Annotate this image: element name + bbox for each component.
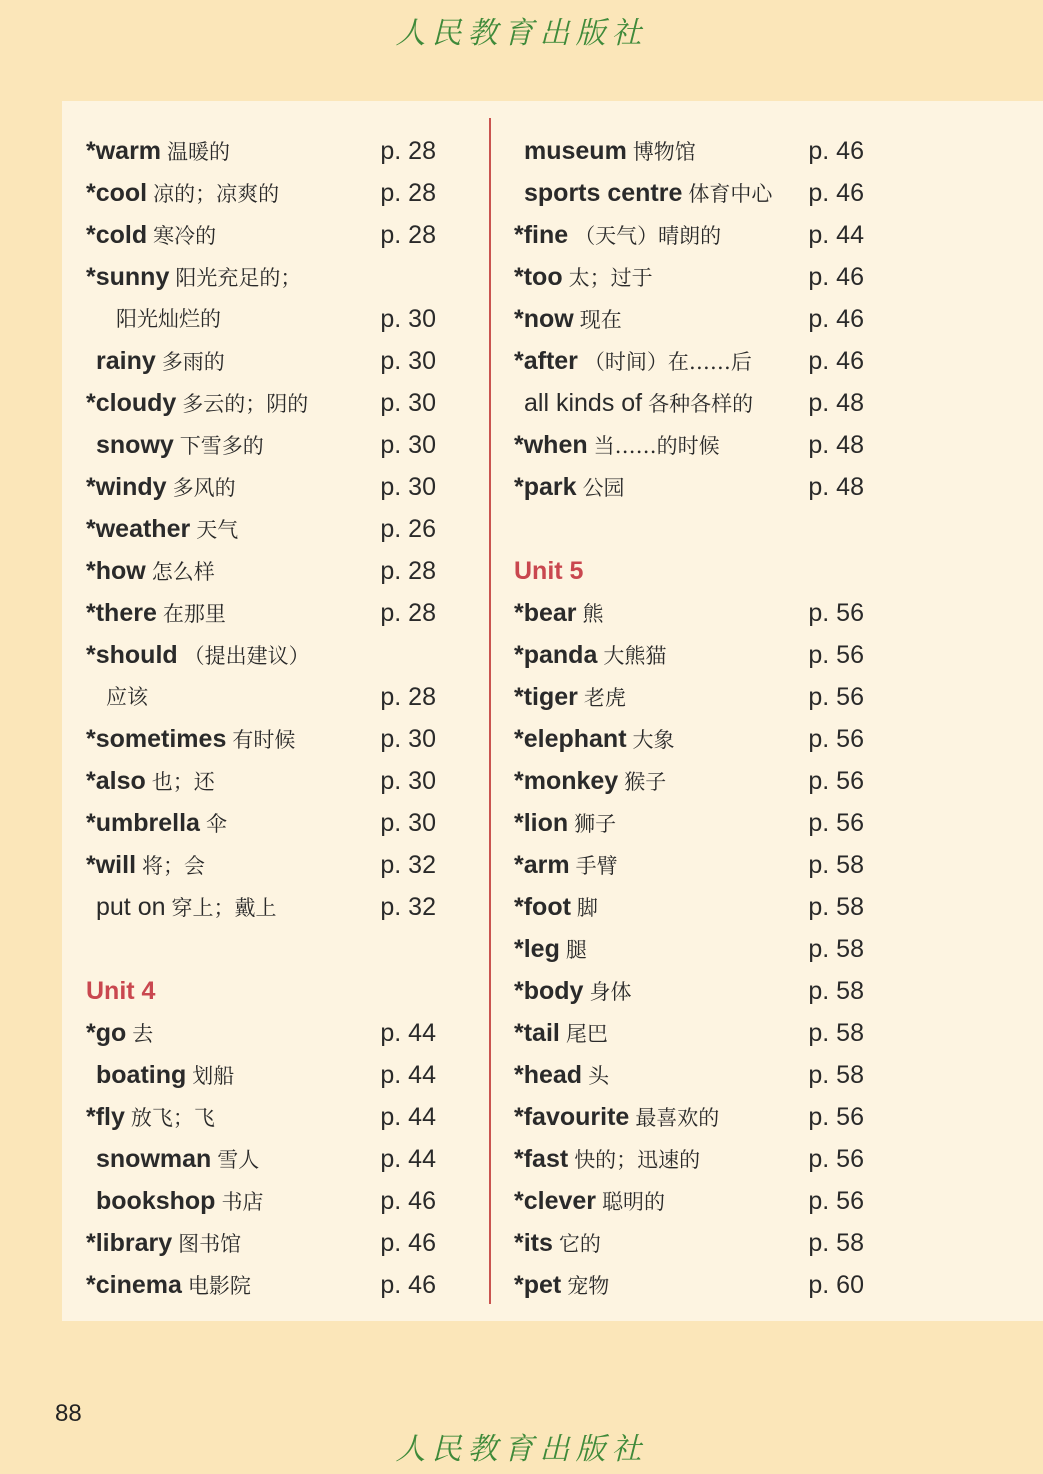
vocab-meaning: 电影院 xyxy=(187,1274,251,1298)
vocab-meaning: 将；会 xyxy=(142,854,206,878)
vocab-page-ref: p. 58 xyxy=(808,851,864,879)
vocab-word: snowy xyxy=(96,431,174,459)
vocab-entry xyxy=(514,1222,874,1264)
vocab-entry xyxy=(86,1180,446,1222)
vocab-entry xyxy=(514,634,874,676)
spacer xyxy=(514,508,874,550)
vocab-meaning: 脚 xyxy=(576,896,598,920)
vocab-page-ref: p. 58 xyxy=(808,935,864,963)
vocab-word: *leg xyxy=(514,935,560,963)
column-divider xyxy=(489,118,491,1304)
vocab-meaning: 宠物 xyxy=(567,1274,610,1298)
vocab-word: *will xyxy=(86,851,137,879)
vocab-page-ref: p. 26 xyxy=(380,515,436,543)
vocab-page-ref: p. 58 xyxy=(808,1019,864,1047)
vocab-meaning: 体育中心 xyxy=(688,182,773,206)
vocab-word: *go xyxy=(86,1019,127,1047)
vocab-word: *after xyxy=(514,347,578,375)
vocab-word: *monkey xyxy=(514,767,619,795)
vocab-word: *lion xyxy=(514,809,569,837)
vocab-meaning: 猴子 xyxy=(624,770,667,794)
vocab-word: *when xyxy=(514,431,588,459)
vocab-page-ref: p. 56 xyxy=(808,725,864,753)
vocab-word: *fly xyxy=(86,1103,125,1131)
vocab-entry xyxy=(514,214,874,256)
vocab-word: put on xyxy=(96,893,166,921)
unit-heading: Unit 5 xyxy=(514,557,584,585)
vocab-meaning: 多雨的 xyxy=(161,350,225,374)
vocab-meaning: 公园 xyxy=(582,476,625,500)
vocab-word: snowman xyxy=(96,1145,212,1173)
vocab-meaning: 大熊猫 xyxy=(603,644,667,668)
vocab-word: *how xyxy=(86,557,146,585)
vocab-meaning: 太；过于 xyxy=(568,266,653,290)
vocab-entry xyxy=(514,718,874,760)
vocab-meaning: 也；还 xyxy=(151,770,215,794)
vocab-word: *windy xyxy=(86,473,167,501)
vocab-page-ref: p. 44 xyxy=(380,1145,436,1173)
vocab-entry xyxy=(86,550,446,592)
publisher-logo-top: 人民教育出版社 xyxy=(395,16,648,51)
vocab-meaning: 怎么样 xyxy=(151,560,215,584)
vocabulary-column-left xyxy=(86,130,446,1306)
vocab-page-ref: p. 28 xyxy=(380,221,436,249)
vocab-entry xyxy=(514,844,874,886)
vocab-page-ref: p. 56 xyxy=(808,1103,864,1131)
vocab-word: *cool xyxy=(86,179,148,207)
vocab-page-ref: p. 56 xyxy=(808,1145,864,1173)
vocab-word: *bear xyxy=(514,599,577,627)
vocab-meaning: 大象 xyxy=(632,728,675,752)
vocab-meaning: 天气 xyxy=(196,518,239,542)
spacer xyxy=(86,928,446,970)
vocab-meaning: 最喜欢的 xyxy=(635,1106,720,1130)
vocab-entry xyxy=(86,130,446,172)
vocab-word: *foot xyxy=(514,893,571,921)
page-number: 88 xyxy=(55,1400,82,1427)
vocab-word: rainy xyxy=(96,347,156,375)
vocab-meaning: 多云的；阴的 xyxy=(182,392,309,416)
vocab-entry xyxy=(86,508,446,550)
vocab-meaning: 尾巴 xyxy=(565,1022,608,1046)
vocab-meaning: 聪明的 xyxy=(602,1190,666,1214)
vocab-page-ref: p. 46 xyxy=(380,1229,436,1257)
vocab-entry xyxy=(86,298,446,340)
vocab-entry xyxy=(86,256,446,298)
vocab-page-ref: p. 44 xyxy=(808,221,864,249)
vocab-entry xyxy=(86,1264,446,1306)
vocab-entry xyxy=(514,382,874,424)
vocab-entry xyxy=(86,634,446,676)
vocab-meaning: 下雪多的 xyxy=(179,434,264,458)
vocab-entry xyxy=(86,592,446,634)
vocab-entry xyxy=(514,466,874,508)
vocab-meaning: 手臂 xyxy=(575,854,618,878)
vocab-entry xyxy=(514,928,874,970)
vocab-entry xyxy=(514,1180,874,1222)
vocab-page-ref: p. 30 xyxy=(380,431,436,459)
vocab-entry xyxy=(514,340,874,382)
vocab-page-ref: p. 30 xyxy=(380,389,436,417)
vocab-word: *cold xyxy=(86,221,148,249)
vocab-word: *favourite xyxy=(514,1103,630,1131)
vocab-meaning: 博物馆 xyxy=(632,140,696,164)
vocab-meaning: 图书馆 xyxy=(178,1232,242,1256)
vocab-page-ref: p. 56 xyxy=(808,641,864,669)
vocab-entry xyxy=(514,970,874,1012)
vocab-entry xyxy=(514,172,874,214)
vocab-page-ref: p. 46 xyxy=(808,179,864,207)
vocab-page-ref: p. 30 xyxy=(380,305,436,333)
vocab-word: *fine xyxy=(514,221,569,249)
vocab-entry xyxy=(514,592,874,634)
unit-heading: Unit 4 xyxy=(86,977,156,1005)
vocab-meaning: 身体 xyxy=(589,980,632,1004)
vocab-page-ref: p. 46 xyxy=(808,305,864,333)
vocab-word: bookshop xyxy=(96,1187,216,1215)
vocab-page-ref: p. 56 xyxy=(808,683,864,711)
vocab-word: *sometimes xyxy=(86,725,227,753)
vocab-page-ref: p. 28 xyxy=(380,137,436,165)
vocab-page-ref: p. 30 xyxy=(380,725,436,753)
vocab-page-ref: p. 30 xyxy=(380,767,436,795)
vocab-word: all kinds of xyxy=(524,389,643,417)
vocab-entry xyxy=(86,1054,446,1096)
vocab-page-ref: p. 46 xyxy=(808,347,864,375)
vocab-meaning: 现在 xyxy=(579,308,622,332)
vocab-word: *elephant xyxy=(514,725,627,753)
vocab-entry xyxy=(514,256,874,298)
vocab-word: *pet xyxy=(514,1271,562,1299)
vocab-page-ref: p. 28 xyxy=(380,179,436,207)
vocab-meaning: （提出建议） xyxy=(183,644,310,668)
vocab-meaning: 腿 xyxy=(565,938,587,962)
vocab-word: *its xyxy=(514,1229,553,1257)
vocab-page-ref: p. 28 xyxy=(380,599,436,627)
vocab-meaning: 凉的；凉爽的 xyxy=(153,182,280,206)
vocab-entry xyxy=(514,424,874,466)
vocab-meaning: 阳光灿烂的 xyxy=(116,307,221,331)
vocab-entry xyxy=(514,298,874,340)
vocab-page-ref: p. 56 xyxy=(808,599,864,627)
vocab-word: *there xyxy=(86,599,157,627)
vocab-page-ref: p. 56 xyxy=(808,809,864,837)
vocabulary-column-right xyxy=(514,130,874,1306)
vocab-meaning: 在那里 xyxy=(162,602,226,626)
vocab-word: *panda xyxy=(514,641,598,669)
vocab-meaning: 雪人 xyxy=(217,1148,260,1172)
vocab-page-ref: p. 30 xyxy=(380,809,436,837)
vocab-entry xyxy=(514,130,874,172)
vocab-meaning: 去 xyxy=(132,1022,154,1046)
vocab-entry xyxy=(86,172,446,214)
vocab-word: *tiger xyxy=(514,683,578,711)
vocab-entry xyxy=(86,1222,446,1264)
vocab-word: *umbrella xyxy=(86,809,200,837)
vocab-meaning: 有时候 xyxy=(232,728,296,752)
vocab-word: museum xyxy=(524,137,627,165)
vocab-word: *now xyxy=(514,305,574,333)
vocab-word: *arm xyxy=(514,851,570,879)
vocab-entry xyxy=(514,1264,874,1306)
vocab-word: *too xyxy=(514,263,563,291)
vocab-entry xyxy=(86,1138,446,1180)
vocab-entry xyxy=(514,760,874,802)
vocab-page-ref: p. 46 xyxy=(380,1271,436,1299)
vocab-entry xyxy=(514,1096,874,1138)
vocab-entry xyxy=(86,718,446,760)
vocab-page-ref: p. 44 xyxy=(380,1061,436,1089)
vocab-word: *should xyxy=(86,641,178,669)
publisher-logo-bottom: 人民教育出版社 xyxy=(395,1432,648,1467)
vocab-page-ref: p. 60 xyxy=(808,1271,864,1299)
vocab-page-ref: p. 56 xyxy=(808,1187,864,1215)
vocab-page-ref: p. 30 xyxy=(380,347,436,375)
vocab-page-ref: p. 58 xyxy=(808,893,864,921)
vocab-word: *clever xyxy=(514,1187,597,1215)
vocab-page-ref: p. 44 xyxy=(380,1103,436,1131)
vocab-entry xyxy=(86,844,446,886)
vocab-entry xyxy=(86,1012,446,1054)
vocab-meaning: 阳光充足的； xyxy=(175,266,302,290)
vocab-word: *tail xyxy=(514,1019,560,1047)
vocab-entry xyxy=(514,802,874,844)
vocab-meaning: 温暖的 xyxy=(167,140,231,164)
vocab-word: *head xyxy=(514,1061,583,1089)
vocab-meaning: 头 xyxy=(588,1064,610,1088)
vocab-meaning: 它的 xyxy=(558,1232,601,1256)
vocab-word: *weather xyxy=(86,515,191,543)
vocab-entry xyxy=(514,1138,874,1180)
vocab-meaning: 快的；迅速的 xyxy=(574,1148,701,1172)
vocab-entry xyxy=(86,760,446,802)
vocab-page-ref: p. 48 xyxy=(808,389,864,417)
vocab-entry xyxy=(514,886,874,928)
vocab-word: *also xyxy=(86,767,146,795)
vocab-entry xyxy=(86,802,446,844)
vocab-meaning: 多风的 xyxy=(172,476,236,500)
vocab-page-ref: p. 56 xyxy=(808,767,864,795)
vocab-entry xyxy=(86,676,446,718)
vocab-page-ref: p. 46 xyxy=(380,1187,436,1215)
vocab-page-ref: p. 28 xyxy=(380,683,436,711)
vocab-entry xyxy=(86,466,446,508)
vocab-word: *body xyxy=(514,977,584,1005)
vocab-page-ref: p. 58 xyxy=(808,977,864,1005)
vocab-meaning: 老虎 xyxy=(583,686,626,710)
vocab-word: *park xyxy=(514,473,577,501)
vocab-page-ref: p. 46 xyxy=(808,263,864,291)
vocab-meaning: 应该 xyxy=(106,685,148,709)
vocab-entry xyxy=(86,424,446,466)
vocab-entry xyxy=(514,1054,874,1096)
vocab-entry xyxy=(86,340,446,382)
vocab-meaning: 穿上；戴上 xyxy=(171,896,277,920)
vocab-meaning: 寒冷的 xyxy=(153,224,217,248)
vocab-page-ref: p. 30 xyxy=(380,473,436,501)
vocab-meaning: 放飞；飞 xyxy=(130,1106,215,1130)
vocab-page-ref: p. 48 xyxy=(808,431,864,459)
vocab-word: *library xyxy=(86,1229,173,1257)
vocab-meaning: 书店 xyxy=(221,1190,264,1214)
vocab-meaning: 伞 xyxy=(205,812,227,836)
vocab-meaning: 当……的时候 xyxy=(593,434,720,458)
vocab-page-ref: p. 48 xyxy=(808,473,864,501)
vocab-page-ref: p. 44 xyxy=(380,1019,436,1047)
vocab-page-ref: p. 32 xyxy=(380,851,436,879)
vocab-entry xyxy=(514,676,874,718)
vocab-word: *cloudy xyxy=(86,389,177,417)
vocab-page-ref: p. 58 xyxy=(808,1229,864,1257)
vocab-entry xyxy=(86,1096,446,1138)
vocab-page-ref: p. 46 xyxy=(808,137,864,165)
vocab-page-ref: p. 32 xyxy=(380,893,436,921)
vocab-entry xyxy=(86,886,446,928)
vocab-word: *sunny xyxy=(86,263,170,291)
vocab-meaning: （时间）在……后 xyxy=(583,350,752,374)
vocab-word: *cinema xyxy=(86,1271,182,1299)
vocab-word: boating xyxy=(96,1061,187,1089)
vocab-word: sports centre xyxy=(524,179,683,207)
vocab-meaning: 狮子 xyxy=(574,812,617,836)
vocab-entry xyxy=(514,1012,874,1054)
vocab-word: *fast xyxy=(514,1145,569,1173)
vocab-page-ref: p. 28 xyxy=(380,557,436,585)
vocab-meaning: （天气）晴朗的 xyxy=(574,224,722,248)
vocab-entry xyxy=(86,214,446,256)
vocab-entry xyxy=(86,382,446,424)
vocab-meaning: 各种各样的 xyxy=(648,392,754,416)
vocab-page-ref: p. 58 xyxy=(808,1061,864,1089)
vocab-meaning: 熊 xyxy=(582,602,604,626)
vocab-meaning: 划船 xyxy=(192,1064,235,1088)
vocab-word: *warm xyxy=(86,137,162,165)
